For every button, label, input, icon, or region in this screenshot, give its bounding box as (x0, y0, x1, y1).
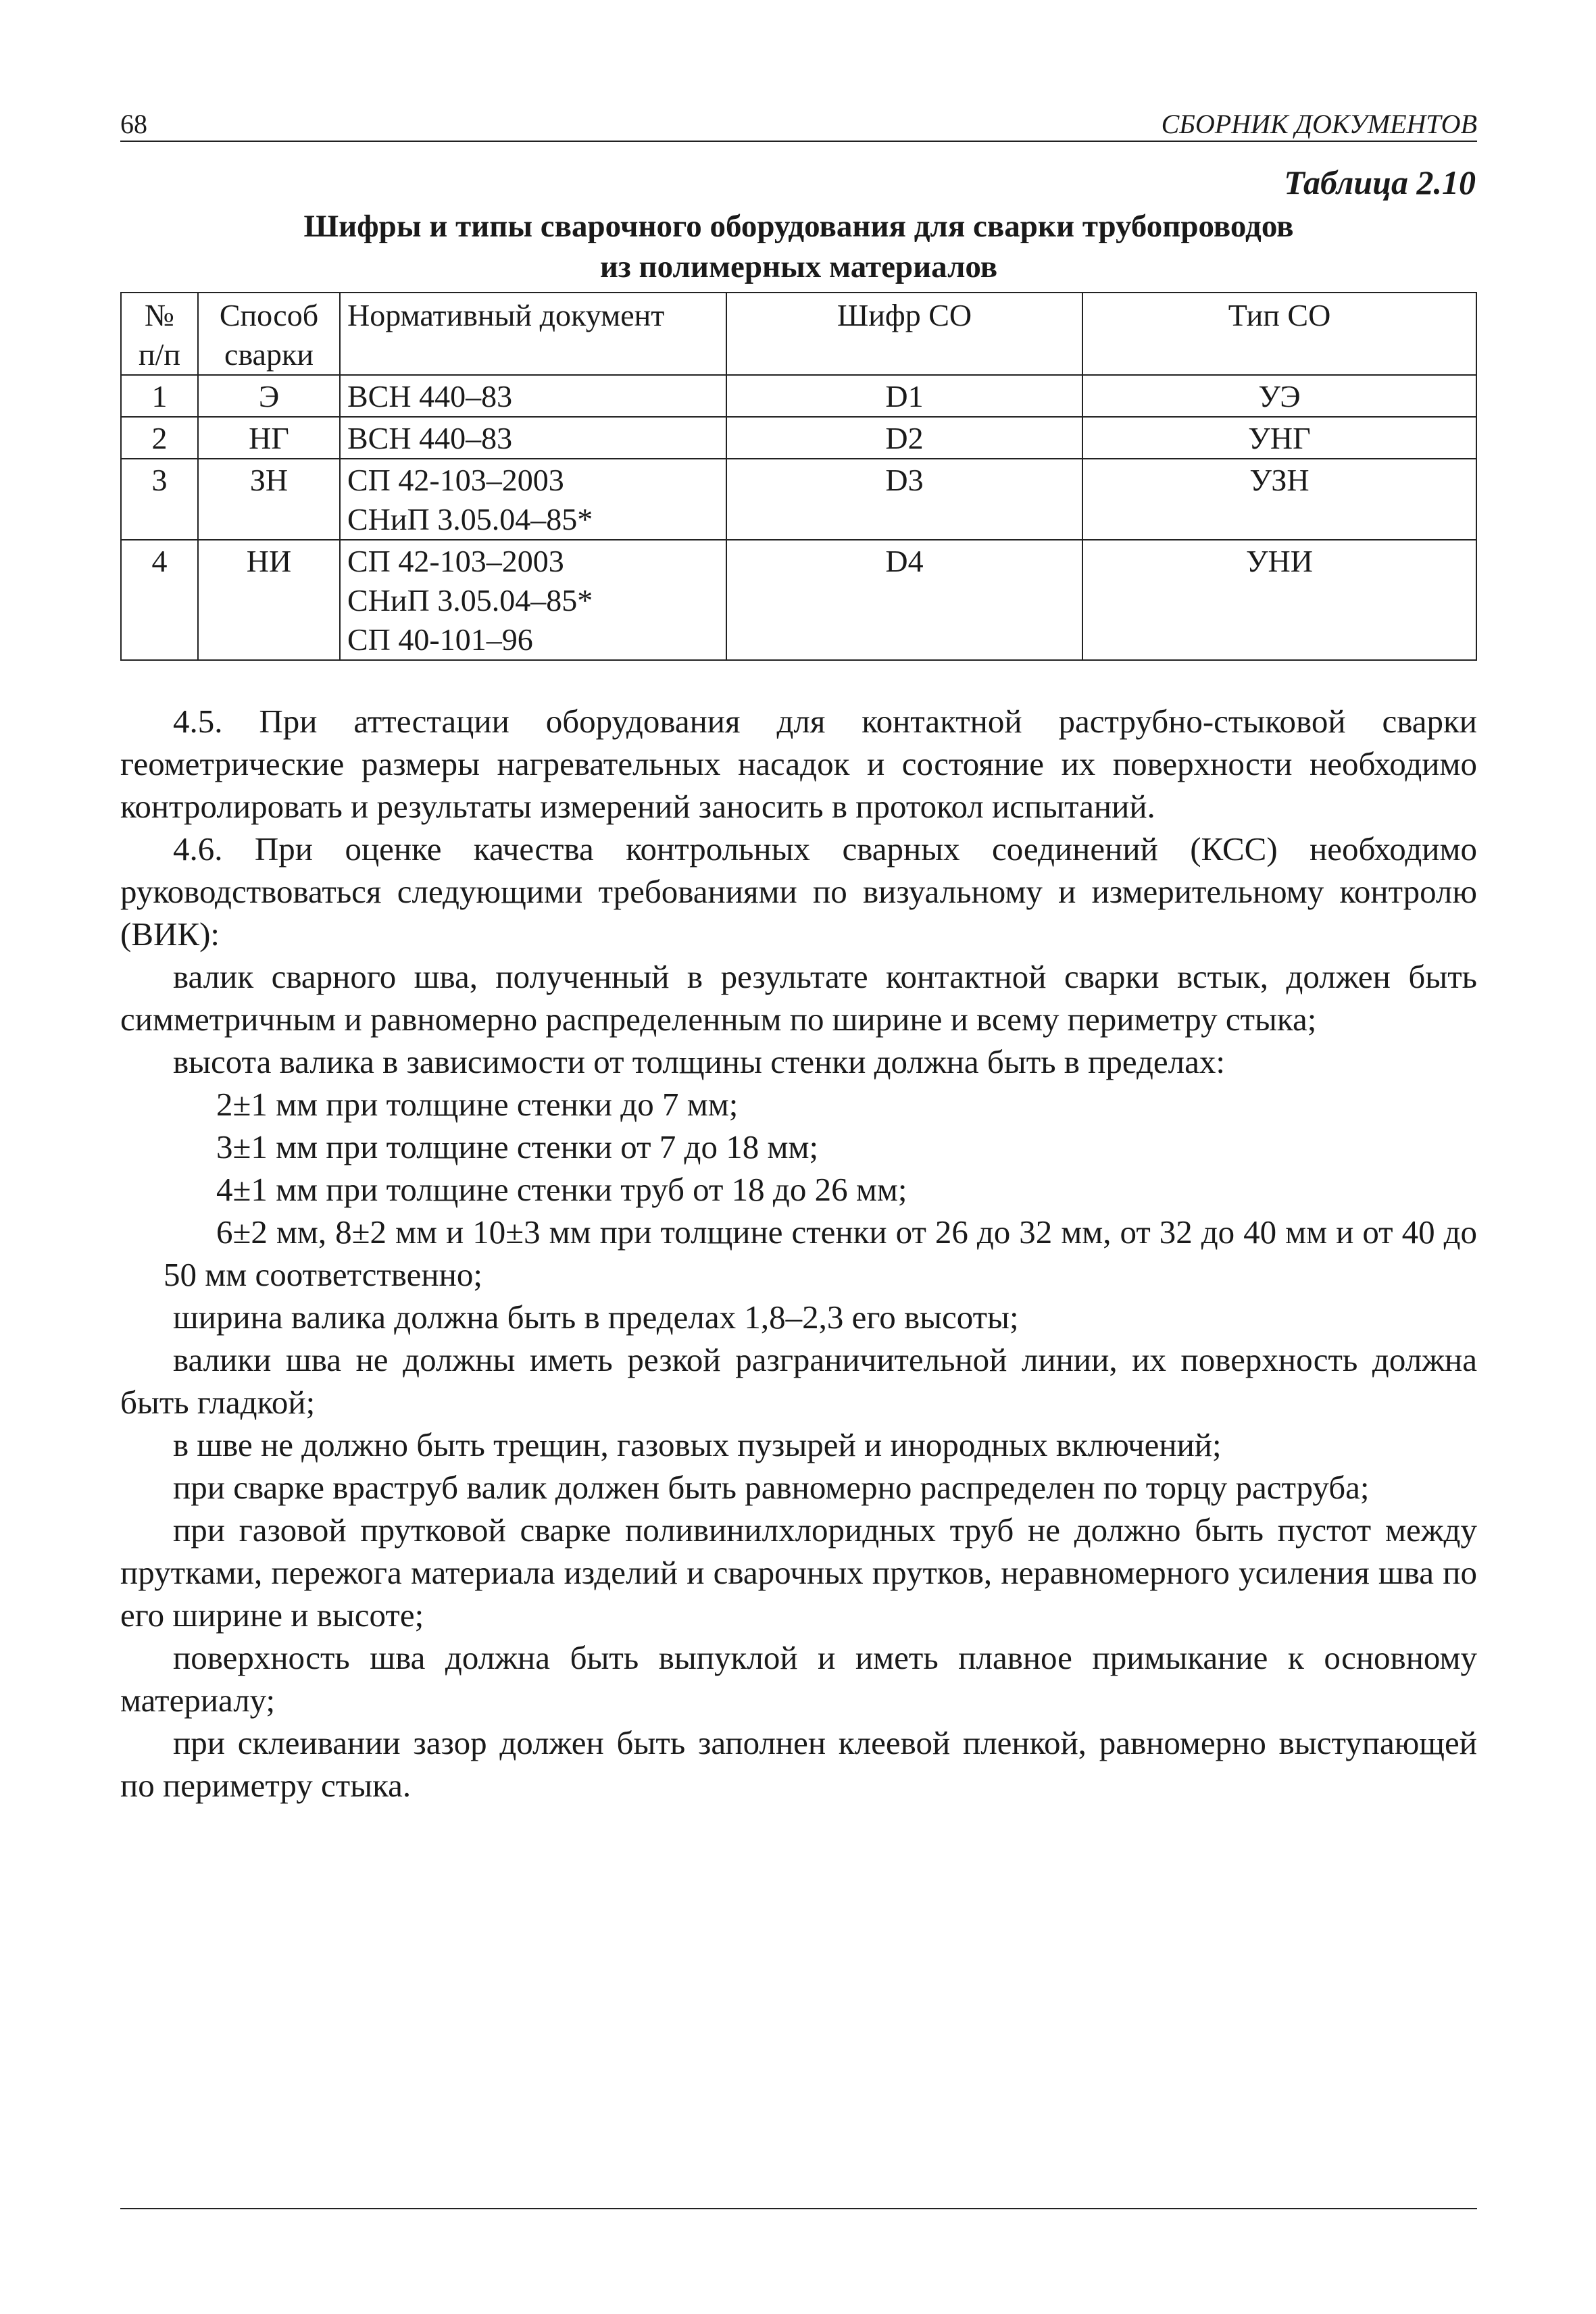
cell-number: 2 (121, 417, 198, 459)
requirement-socket: при сварке враструб валик должен быть равномерно распределен по торцу раструба; (173, 1469, 1370, 1506)
cell-type: УЭ (1082, 375, 1476, 417)
footer-rule (120, 2208, 1477, 2209)
requirement-width: ширина валика должна быть в пределах 1,8–2,3 его высоты; (173, 1299, 1019, 1336)
page-header (120, 108, 1477, 142)
header-type: Тип СО (1082, 293, 1476, 375)
height-item: 3±1 мм при толщине стенки от 7 до 18 мм; (216, 1128, 819, 1165)
cell-number: 3 (121, 459, 198, 540)
table-title-line-2: из полимерных материалов (599, 249, 998, 284)
cell-document (340, 459, 726, 540)
requirement-height: высота валика в зависимости от толщины стенки должна быть в пределах: (173, 1043, 1225, 1080)
cell-document (340, 540, 726, 660)
table-header-row (121, 293, 1476, 375)
height-item: 2±1 мм при толщине стенки до 7 мм; (216, 1086, 739, 1123)
cell-code: D2 (726, 417, 1082, 459)
running-head: СБОРНИК ДОКУМЕНТОВ (1161, 109, 1477, 139)
page-number: 68 (120, 109, 147, 139)
table-row (121, 375, 1476, 417)
requirement-surface: поверхность шва должна быть выпуклой и иметь плавное примыкание к основному материалу; (120, 1639, 1477, 1719)
paragraph-4-6: 4.6. При оценке качества контрольных сварных соединений (КСС) необходимо руководствоваться следующими требованиями по визуальному и измерительному контролю (ВИК): (120, 830, 1477, 953)
document-line: ВСН 440–83 (347, 421, 513, 455)
table-title (120, 206, 1477, 287)
cell-document (340, 417, 726, 459)
header-method-line-1: Способ (219, 298, 319, 332)
table-title-line-1: Шифры и типы сварочного оборудования для сварки трубопроводов (303, 209, 1294, 244)
document-line: СНиП 3.05.04–85* (347, 502, 593, 536)
document-line: СП 42-103–2003 (347, 463, 564, 497)
cell-type: УНГ (1082, 417, 1476, 459)
cell-number: 1 (121, 375, 198, 417)
document-line: СП 40-101–96 (347, 622, 533, 657)
header-number (121, 293, 198, 375)
table-label: Таблица 2.10 (1284, 164, 1476, 201)
cell-code: D1 (726, 375, 1082, 417)
cell-method: ЗН (198, 459, 340, 540)
cell-number: 4 (121, 540, 198, 660)
cell-method: Э (198, 375, 340, 417)
document-line: ВСН 440–83 (347, 379, 513, 413)
cell-code: D4 (726, 540, 1082, 660)
paragraph-4-5: 4.5. При аттестации оборудования для контактной раструбно-стыковой сварки геометрические размеры нагревательных насадок и состояние их поверхности необходимо контролировать и результаты измерений заносить в протокол испытаний. (120, 703, 1477, 825)
header-code: Шифр СО (726, 293, 1082, 375)
table-row (121, 417, 1476, 459)
cell-method: НИ (198, 540, 340, 660)
header-document: Нормативный документ (340, 293, 726, 375)
height-item: 4±1 мм при толщине стенки труб от 18 до 26 мм; (216, 1171, 907, 1208)
height-item: 6±2 мм, 8±2 мм и 10±3 мм при толщине стенки от 26 до 32 мм, от 32 до 40 мм и от 40 до 50 мм соответственно; (164, 1213, 1477, 1293)
cell-document (340, 375, 726, 417)
requirement-gluing: при склеивании зазор должен быть заполнен клеевой пленкой, равномерно выступающей по периметру стыка. (120, 1724, 1477, 1804)
requirement-smooth: валики шва не должны иметь резкой разграничительной линии, их поверхность должна быть гладкой; (120, 1341, 1477, 1421)
document-line: СП 42-103–2003 (347, 544, 564, 578)
requirement-gas-welding: при газовой прутковой сварке поливинилхлоридных труб не должно быть пустот между прутками, пережога материала изделий и сварочных прутков, неравномерного усиления шва по его ширине и высоте; (120, 1511, 1477, 1634)
header-number-line-1: № (145, 298, 174, 332)
cell-method: НГ (198, 417, 340, 459)
welding-equipment-table (120, 292, 1477, 661)
header-number-line-2: п/п (138, 337, 180, 372)
cell-type: УНИ (1082, 540, 1476, 660)
table-row (121, 540, 1476, 660)
body-text (120, 700, 1477, 1807)
header-method-line-2: сварки (224, 337, 314, 372)
table-row (121, 459, 1476, 540)
cell-code: D3 (726, 459, 1082, 540)
header-method (198, 293, 340, 375)
requirement-defects: в шве не должно быть трещин, газовых пузырей и инородных включений; (173, 1426, 1222, 1463)
document-line: СНиП 3.05.04–85* (347, 583, 593, 618)
requirement-symmetry: валик сварного шва, полученный в результате контактной сварки встык, должен быть симметричным и равномерно распределенным по ширине и всему периметру стыка; (120, 958, 1477, 1038)
cell-type: УЗН (1082, 459, 1476, 540)
